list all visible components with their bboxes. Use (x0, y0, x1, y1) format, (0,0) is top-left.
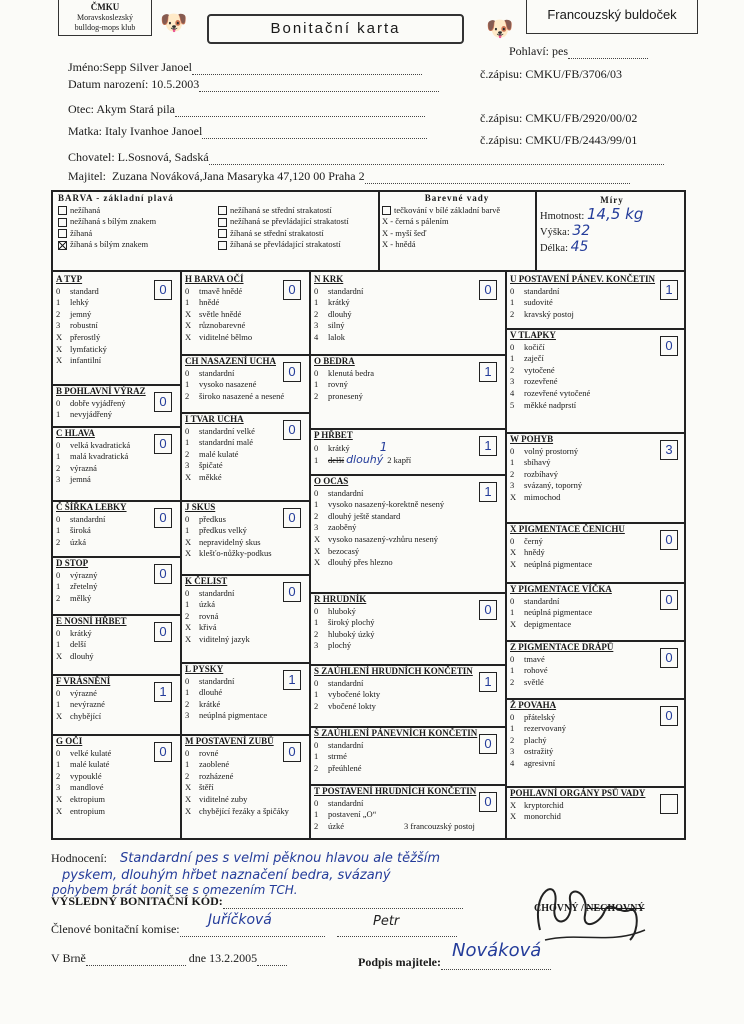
option-row: 1 neúplná pigmentace (510, 607, 593, 618)
section-title: E NOSNÍ HŘBET (56, 616, 127, 626)
option-row: 0 standardní (185, 675, 235, 686)
section-y (510, 584, 683, 640)
barva-c1-0: nežíhaná (58, 205, 218, 217)
option-row: 0 standardní (185, 587, 235, 598)
barva-c1-1: nežíhaná s bílým znakem (58, 216, 218, 228)
score-box-u[interactable]: 1 (660, 280, 678, 300)
club-line1: ČMKU (90, 2, 120, 12)
option-row: 1 vysoko nasazený-korektně nesený (314, 499, 445, 510)
section-title: POHLAVNÍ ORGÁNY PSŮ VADY (510, 788, 646, 798)
option-row: 0 výrazný (56, 569, 98, 580)
option-row: 2 jemný (56, 308, 92, 319)
vady-section (382, 193, 532, 251)
option-row: 4 agresivní (510, 757, 556, 768)
option-row: 1 rohové (510, 665, 548, 676)
option-row: 4 lalok (314, 331, 345, 342)
section-title: G OČI (56, 736, 83, 746)
option-row: 1 úzká (185, 599, 216, 610)
dog-left-icon: 🐶 (160, 10, 188, 35)
score-box-g[interactable]: 0 (154, 742, 172, 762)
section-title: K ČELIST (185, 576, 228, 586)
option-row: 1 malé kulaté (56, 759, 110, 770)
section-title: J SKUS (185, 502, 216, 512)
section-title: CH NASAZENÍ UCHA (185, 356, 277, 366)
option-row: 2 hluboký úzký (314, 628, 375, 639)
option-row: 2 pronesený (314, 390, 363, 401)
section-title: D STOP (56, 558, 89, 568)
section-t (314, 786, 502, 840)
section-v (510, 330, 683, 432)
option-row: 3 svázaný, toporný (510, 480, 583, 491)
option-row: 1 strmé (314, 751, 347, 762)
option-row: 2 rozbíhavý (510, 468, 558, 479)
section-title: C HLAVA (56, 428, 95, 438)
option-row: 2 plachý (510, 734, 547, 745)
option-row: 3 špičaté (185, 460, 223, 471)
option-row: X monorchid (510, 811, 561, 822)
score-box-zz[interactable]: 0 (660, 706, 678, 726)
option-row: 3 mandlové (56, 782, 104, 793)
option-row: 0 rovné (185, 747, 219, 758)
option-row: X přerostlý (56, 331, 101, 342)
option-row: 1 vybočené lokty (314, 689, 381, 700)
option-row: 0 standardní velké (185, 425, 255, 436)
score-box-k[interactable]: 0 (283, 582, 301, 602)
option-row: X chybějící řezáky a špičáky (185, 805, 289, 816)
option-row: 0 standardní (510, 285, 560, 296)
club-line3: bulldog-mops klub (74, 23, 136, 32)
section-title: U POSTAVENÍ PÁNEV. KONČETIN (510, 274, 656, 284)
barva-c1-3: žíhaná s bílým znakem (58, 239, 218, 251)
section-o (314, 356, 502, 428)
option-row: 3 robustní (56, 320, 98, 331)
section-title: Ž POVAHA (510, 700, 557, 710)
option-row: 0 standardní (314, 285, 364, 296)
score-box-x[interactable]: 0 (660, 530, 678, 550)
barva-c2-2: žíhaná se střední strakatostí (218, 228, 349, 240)
option-row: 3 rozevřené (510, 376, 558, 387)
score-box-o[interactable]: 1 (479, 362, 497, 382)
option-row: 2 rozházené (185, 770, 234, 781)
option-row: X depigmentace (510, 618, 572, 629)
section-oc (314, 476, 502, 592)
section-title: S ZAÚHLENÍ HRUDNÍCH KONČETIN (314, 666, 473, 676)
score-box-w[interactable]: 3 (660, 440, 678, 460)
option-row: 1 standardní malé (185, 437, 254, 448)
option-row: 2 rovná (185, 610, 219, 621)
hodnoceni-line1: Standardní pes s velmi pěknou hlavou ale těžším (120, 851, 440, 866)
option-row: 1 rovný (314, 379, 348, 390)
zapis1-field: č.zápisu: CMKU/FB/3706/03 (480, 67, 623, 81)
option-row: 1 nevyjádřený (56, 409, 113, 420)
section-title: Y PIGMENTACE VÍČKA (510, 584, 612, 594)
score-box-n[interactable]: 0 (479, 280, 497, 300)
section-w (510, 434, 683, 522)
option-row: 3 neúplná pigmentace (185, 710, 268, 721)
section-ss (314, 728, 502, 784)
option-row: 1 malá kvadratická (56, 451, 129, 462)
option-row: 0 hluboký (314, 605, 356, 616)
option-row: 0 standardní (56, 513, 106, 524)
section-title: V TLAPKY (510, 330, 556, 340)
option-row: 2 krátké (185, 698, 221, 709)
option-row: X neúplná pigmentace (510, 558, 593, 569)
option-row: 0 klenutá bedra (314, 367, 375, 378)
option-row: 1 hnědé (185, 297, 220, 308)
option-row: X viditelný jazyk (185, 633, 250, 644)
vada-1: X - černá s pálením (382, 216, 449, 227)
option-row: 2 přeúhlené (314, 762, 362, 773)
section-s (314, 666, 502, 726)
hodnoceni-line2: pyskem, dlouhým hřbet naznačení bedra, svázaný (62, 868, 391, 883)
score-box-h[interactable]: 0 (283, 280, 301, 300)
chovatel-field: Chovatel: L.Sosnová, Sadská (68, 150, 664, 165)
score-box-z[interactable]: 0 (660, 648, 678, 668)
zapis3-field: č.zápisu: CMKU/FB/2443/99/01 (480, 133, 638, 147)
section-zz (510, 700, 683, 786)
option-row: 0 černý (510, 535, 543, 546)
hodnoceni-line3: pohybem brát bonit se s omezením TCH. (52, 883, 298, 897)
vada-3: X - hnědá (382, 239, 416, 250)
option-row: X vysoko nasazený-vzhůru nesený (314, 533, 438, 544)
score-box-i[interactable]: 0 (283, 420, 301, 440)
option-row: X mimochod (510, 491, 561, 502)
score-box-ss[interactable]: 0 (479, 734, 497, 754)
option-row: X bezocasý (314, 545, 360, 556)
option-row: 0 krátký (56, 627, 92, 638)
section-title: F VRÁSNĚNÍ (56, 676, 111, 686)
option-row: 1 sbíhavý (510, 457, 551, 468)
option-row: 1 lehký (56, 297, 89, 308)
komise-field: Členové bonitační komise: (51, 922, 457, 937)
option-row: 3 zaoběný (314, 522, 357, 533)
option-row: 0 standardní (510, 595, 560, 606)
section-title: P HŘBET (314, 430, 353, 440)
option-row: 0 tmavě hnědé (185, 285, 243, 296)
option-row: 2 vytočené (510, 364, 555, 375)
option-row: X entropium (56, 805, 105, 816)
option-row: 1 dlouhé (185, 687, 223, 698)
option-row: 0 dobře vyjádřený (56, 397, 126, 408)
section-title: X PIGMENTACE ČENICHU (510, 524, 625, 534)
miry-title: Míry (600, 195, 624, 205)
pohlavi-field: Pohlaví: pes (509, 44, 648, 59)
komise-signature-2: Petr (373, 914, 400, 929)
option-row: 0 velké kulaté (56, 747, 112, 758)
section-title: W POHYB (510, 434, 554, 444)
option-row: 0 výrazné (56, 687, 97, 698)
option-row: 0 tmavé (510, 653, 545, 664)
option-row: X dlouhý (56, 650, 94, 661)
option-row: 2 mělký (56, 592, 92, 603)
section-title: A TYP (56, 274, 83, 284)
section-title: Č ŠÍŘKA LEBKY (56, 502, 127, 512)
option-row: X štěří (185, 782, 214, 793)
option-row: X hnědý (510, 547, 545, 558)
majitel-field: Majitel: Zuzana Nováková,Jana Masaryka 47,120 00 Praha 2 (68, 169, 630, 184)
option-row: X kryptorchid (510, 799, 564, 810)
section-title: I TVAR UCHA (185, 414, 244, 424)
barva-c2-1: nežíhaná se převládající strakatostí (218, 216, 349, 228)
score-box-oc[interactable]: 1 (479, 482, 497, 502)
vada-2: X - myší šeď (382, 227, 427, 238)
breed-box: Francouzský buldoček (526, 0, 698, 34)
club-line2: Moravskoslezský (77, 13, 133, 22)
hmotnost-row: Hmotnost: 14,5 kg (540, 205, 644, 223)
option-row: 1 delší dlouhý 2 kapří (314, 453, 412, 467)
option-row: 1 vysoko nasazené (185, 379, 257, 390)
option-row: 3 ostražitý (510, 746, 554, 757)
option-row: 0 kočičí (510, 341, 545, 352)
option-row: 1 zaječí (510, 353, 544, 364)
option-row: 1 sudovité (510, 297, 553, 308)
section-u (510, 274, 683, 328)
option-row: 2 vbočené lokty (314, 700, 376, 711)
option-row: 1 předkus velký (185, 525, 247, 536)
option-row: X různobarevné (185, 320, 246, 331)
option-row: 1 nevýrazné (56, 699, 105, 710)
barva-section (58, 193, 373, 251)
section-title: L PYSKY (185, 664, 224, 674)
option-row: 2 široko nasazené a nesené (185, 390, 285, 401)
option-row: X klešťo-nůžky-podkus (185, 548, 272, 559)
option-row: 1 zřetelný (56, 581, 98, 592)
score-box-cc[interactable]: 0 (154, 508, 172, 528)
section-x (510, 524, 683, 582)
vyska-row: Výška: 32 (540, 223, 591, 239)
section-r (314, 594, 502, 664)
section-title: T POSTAVENÍ HRUDNÍCH KONČETIN (314, 786, 477, 796)
brne-field: V Brně dne 13.2.2005 (51, 951, 287, 966)
option-row: 3 silný (314, 320, 345, 331)
section-title: O BEDRA (314, 356, 355, 366)
option-row: 0 krátký 1 (314, 439, 388, 454)
delka-row: Délka: 45 (540, 239, 589, 255)
vady-title: Barevné vady (424, 193, 490, 203)
option-row: 1 postavení „O“ (314, 809, 377, 820)
option-row: 2 výrazná (56, 462, 97, 473)
card-title: Bonitační karta (207, 14, 464, 44)
option-row: 1 krátký (314, 297, 350, 308)
option-row: 0 volný prostorný (510, 445, 579, 456)
option-row: X chybějící (56, 710, 102, 721)
score-box-c[interactable]: 0 (154, 434, 172, 454)
option-row: 5 měkké nadprstí (510, 399, 577, 410)
section-title: M POSTAVENÍ ZUBŮ (185, 736, 274, 746)
section-p (314, 430, 502, 474)
score-box-e[interactable]: 0 (154, 622, 172, 642)
section-n (314, 274, 502, 354)
barva-c1-2: žíhaná (58, 228, 218, 240)
score-box-d[interactable]: 0 (154, 564, 172, 584)
option-row: 0 velká kvadratická (56, 439, 131, 450)
score-box-v[interactable]: 0 (660, 336, 678, 356)
barva-c2-3: žíhaná se převládající strakatostí (218, 239, 349, 251)
option-row: 0 předkus (185, 513, 226, 524)
score-box-t[interactable]: 0 (479, 792, 497, 812)
option-row: 1 široká (56, 525, 91, 536)
option-row: X dlouhý přes hlezno (314, 557, 393, 568)
score-box-r[interactable]: 0 (479, 600, 497, 620)
datum-field: Datum narození: 10.5.2003 (68, 77, 439, 92)
chovny-options: CHOVNÝ / NECHOVNÝ (534, 903, 645, 914)
option-row: 2 dlouhý (314, 308, 352, 319)
option-row: 1 zaoblené (185, 759, 230, 770)
option-row: 0 standardní (314, 487, 364, 498)
option-row: X měkké (185, 471, 222, 482)
option-row: X infantilní (56, 355, 102, 366)
owner-signature: Nováková (452, 940, 542, 961)
score-box-y[interactable]: 0 (660, 590, 678, 610)
section-title: Z PIGMENTACE DRÁPŮ (510, 642, 614, 652)
option-row: 0 standardní (314, 739, 364, 750)
option-row: 0 standardní (314, 797, 364, 808)
option-row: X viditelné zuby (185, 793, 248, 804)
option-row: X světle hnědé (185, 308, 242, 319)
score-box-s[interactable]: 1 (479, 672, 497, 692)
section-title: O OCAS (314, 476, 349, 486)
option-row: 0 standardní (185, 367, 235, 378)
option-row: 0 standard (56, 285, 99, 296)
score-box-l[interactable]: 1 (283, 670, 301, 690)
option-row: X nepravidelný skus (185, 536, 261, 547)
section-title: N KRK (314, 274, 344, 284)
option-row: 2 dlouhý ještě standard (314, 510, 401, 521)
matka-field: Matka: Italy Ivanhoe Janoel (68, 124, 427, 139)
score-box-m[interactable]: 0 (283, 742, 301, 762)
section-title: H BARVA OČÍ (185, 274, 244, 284)
score-box-b[interactable]: 0 (154, 392, 172, 412)
option-row: 0 standardní (314, 677, 364, 688)
section-title: R HRUDNÍK (314, 594, 367, 604)
option-row: X ektropium (56, 793, 105, 804)
option-row: 1 široký plochý (314, 617, 375, 628)
komise-signature-1: Juříčková (208, 912, 272, 928)
barva-title: BARVA - základní plavá (58, 193, 174, 203)
option-row: 1 rezervovaný (510, 723, 567, 734)
option-row: 1 delší (56, 639, 87, 650)
miry-section (540, 193, 684, 256)
vada-0: tečkování v bílé základní barvě (382, 205, 532, 217)
score-box-f[interactable]: 1 (154, 682, 172, 702)
barva-c2-0: nežíhaná se střední strakatostí (218, 205, 349, 217)
option-row: 2 světlé (510, 676, 544, 687)
option-row: 2 úzké 3 francouzský postoj (314, 820, 475, 831)
jmeno-field: Jméno:Sepp Silver Janoel (68, 60, 422, 75)
option-row: X viditelné bělmo (185, 331, 253, 342)
stamp-signature (520, 870, 650, 950)
dog-right-icon: 🐶 (486, 16, 514, 41)
hodnoceni-field: Hodnocení: Standardní pes s velmi pěknou hlavou ale těžším (51, 851, 440, 866)
section-po (510, 788, 683, 840)
option-row: 3 jemná (56, 474, 91, 485)
score-box-j[interactable]: 0 (283, 508, 301, 528)
option-row: X lymfatický (56, 343, 107, 354)
option-row: 2 úzká (56, 536, 87, 547)
score-box-po[interactable] (660, 794, 678, 814)
option-row: 2 malé kulaté (185, 448, 239, 459)
option-row: 2 vypouklé (56, 770, 102, 781)
section-title: Š ZAÚHLENÍ PÁNEVNÍCH KONČETIN (314, 728, 478, 738)
option-row: 2 kravský postoj (510, 308, 574, 319)
score-box-p[interactable]: 1 (479, 436, 497, 456)
vysledny-kod-field: VÝSLEDNÝ BONITAČNÍ KÓD: (51, 894, 463, 909)
section-title: B POHLAVNÍ VÝRAZ (56, 386, 146, 396)
score-box-ch[interactable]: 0 (283, 362, 301, 382)
option-row: 4 rozevřené vytočené (510, 387, 591, 398)
option-row: 3 plochý (314, 640, 352, 651)
podpis-field: Podpis majitele: (358, 955, 551, 970)
club-logo-box (58, 0, 152, 36)
score-box-a[interactable]: 0 (154, 280, 172, 300)
option-row: 0 přátelský (510, 711, 556, 722)
section-z (510, 642, 683, 698)
option-row: X křivá (185, 622, 217, 633)
zapis2-field: č.zápisu: CMKU/FB/2920/00/02 (480, 111, 638, 125)
otec-field: Otec: Akym Stará pila (68, 102, 425, 117)
